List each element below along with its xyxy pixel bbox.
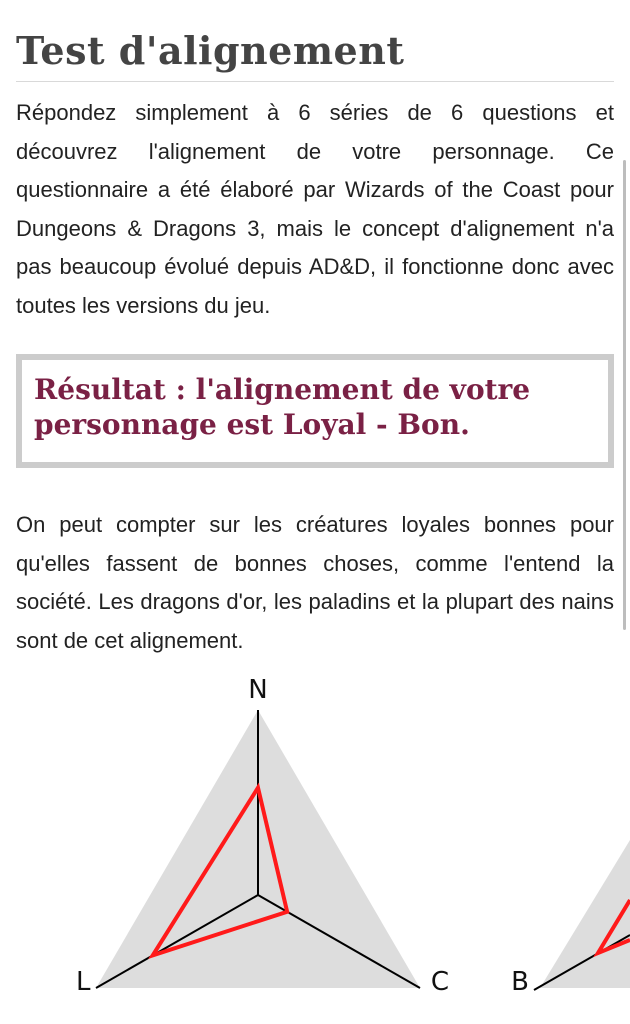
- axis-label-B: B: [511, 967, 529, 997]
- alignment-charts: [0, 660, 630, 1024]
- scrollbar-thumb[interactable]: [623, 160, 626, 630]
- radar-chart-2: [511, 840, 630, 997]
- axis-label-N: N: [248, 675, 268, 705]
- axis-label-L: L: [76, 967, 91, 997]
- result-text: Résultat : l'alignement de votre personnage est Loyal - Bon.: [34, 373, 531, 441]
- article: [16, 0, 614, 660]
- alignment-description: On peut compter sur les créatures loyales bonnes pour qu'elles fassent de bonnes choses, comme l'entend la société. Les dragons d'or, les paladins et la plupart des nains sont de cet alignement.: [16, 512, 614, 653]
- axis-label-C: C: [430, 967, 450, 997]
- radar-area-2: [540, 840, 630, 988]
- page-title: Test d'alignement: [16, 28, 614, 82]
- radar-chart-1: [76, 675, 449, 997]
- result-box: [16, 354, 614, 468]
- intro-paragraph: Répondez simplement à 6 séries de 6 questions et découvrez l'alignement de votre personnage. Ce questionnaire a été élaboré par Wizards of the Coast pour Dungeons & Dragons 3, mais le concept d'alignement n'a pas beaucoup évolué depuis AD&D, il fonctionne donc avec toutes les versions du jeu.: [16, 100, 614, 318]
